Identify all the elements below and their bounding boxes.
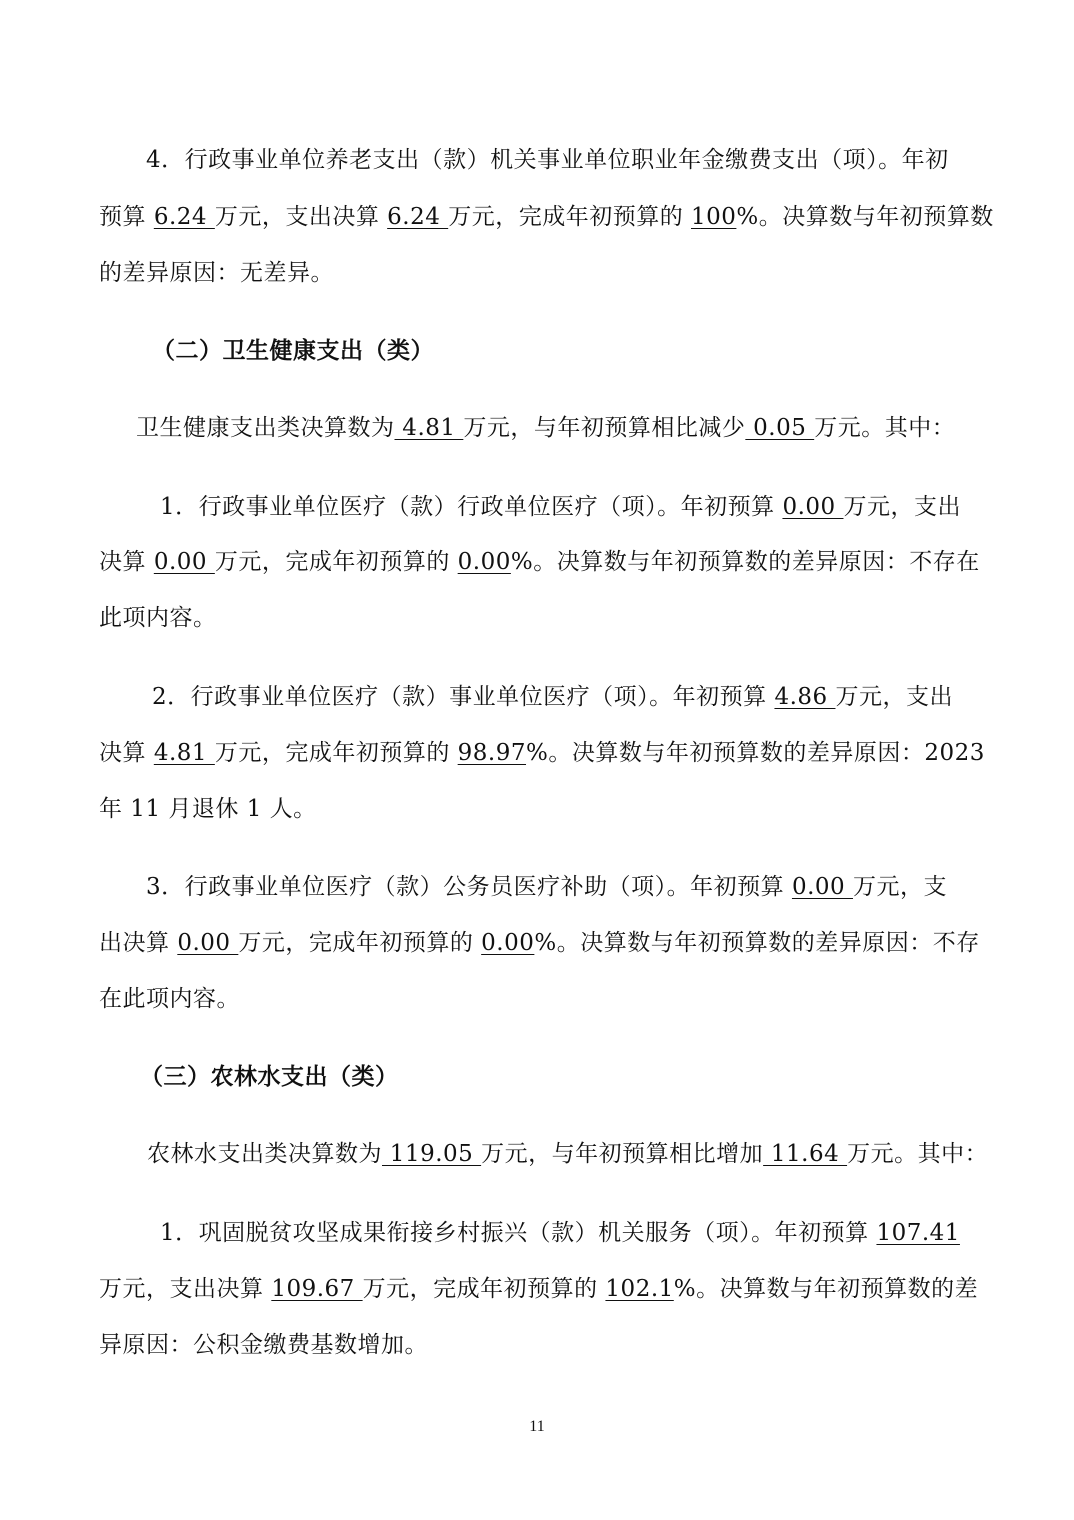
pension-4-line-3 (99, 259, 334, 287)
page-number: 11 (529, 1418, 545, 1435)
agri-summary-line (147, 1140, 988, 1168)
text-run: 卫生健康支出类决算数为 (136, 415, 395, 441)
health-3-line-3 (99, 985, 240, 1013)
text-run: 万元，完成年初预算的 (214, 740, 458, 766)
text-run: %。决算数与年初预算数的差异原因：2023 (526, 740, 985, 766)
section-heading-health (152, 337, 434, 365)
amount-value: 119.05 (382, 1141, 482, 1167)
amount-value: 0.05 (745, 415, 815, 441)
amount-value: 0.00 (481, 930, 535, 956)
text-run: 万元，完成年初预算的 (448, 204, 691, 230)
text-run: 万元，完成年初预算的 (362, 1276, 606, 1302)
text-run: 1．行政事业单位医疗（款）行政单位医疗（项）。年初预算 (160, 494, 783, 520)
text-run: %。决算数与年初预算数的差异原因：不存 (534, 930, 980, 956)
text-run: 万元，完成年初预算的 (214, 549, 458, 575)
health-summary-line (136, 414, 955, 442)
health-3-line-1 (146, 873, 947, 901)
text-run: 万元。其中： (847, 1141, 989, 1167)
text-run: 万元，与年初预算相比减少 (463, 415, 746, 441)
text-run: 万元。其中： (814, 415, 956, 441)
text-run: 异原因：公积金缴费基数增加。 (99, 1332, 428, 1358)
amount-value: 4.81 (153, 740, 215, 766)
amount-value: 100 (691, 204, 737, 230)
health-2-line-1 (152, 683, 953, 711)
amount-value: 11.64 (763, 1141, 848, 1167)
amount-value: 4.81 (394, 415, 464, 441)
text-run: 万元，支 (852, 874, 947, 900)
health-1-line-1 (160, 493, 961, 521)
amount-value: 107.41 (876, 1220, 960, 1246)
text-run: %。决算数与年初预算数的差 (673, 1276, 979, 1302)
health-1-line-2 (99, 548, 980, 576)
amount-value: 0.00 (457, 549, 511, 575)
text-run: 万元，支出 (843, 494, 961, 520)
amount-value: 109.67 (271, 1276, 363, 1302)
agri-1-line-1 (160, 1219, 960, 1247)
amount-value: 0.00 (177, 930, 239, 956)
text-run: 决算 (99, 549, 154, 575)
health-1-line-3 (99, 604, 217, 632)
pension-4-line-2 (99, 203, 994, 231)
amount-value: 6.24 (387, 204, 449, 230)
text-run: 年 11 月退休 1 人。 (99, 796, 317, 822)
text-run: 出决算 (99, 930, 178, 956)
text-run: （三）农林水支出（类） (140, 1063, 399, 1090)
text-run: （二）卫生健康支出（类） (152, 337, 434, 364)
amount-value: 6.24 (153, 204, 215, 230)
text-run: 1．巩固脱贫攻坚成果衔接乡村振兴（款）机关服务（项）。年初预算 (160, 1220, 877, 1246)
text-run: 预算 (99, 204, 154, 230)
amount-value: 0.00 (791, 874, 853, 900)
text-run: 万元，支出 (835, 684, 953, 710)
text-run: 的差异原因：无差异。 (99, 260, 334, 286)
section-heading-agriculture (140, 1063, 399, 1091)
amount-value: 102.1 (605, 1276, 674, 1302)
text-run: 万元，支出决算 (214, 204, 388, 230)
text-run: 4．行政事业单位养老支出（款）机关事业单位职业年金缴费支出（项）。年初 (146, 147, 949, 173)
agri-1-line-3 (99, 1331, 428, 1359)
text-run: 万元，支出决算 (99, 1276, 272, 1302)
agri-1-line-2 (99, 1275, 978, 1303)
text-run: %。决算数与年初预算数 (736, 204, 994, 230)
text-run: 农林水支出类决算数为 (147, 1141, 382, 1167)
text-run: %。决算数与年初预算数的差异原因：不存在 (510, 549, 980, 575)
amount-value: 0.00 (153, 549, 215, 575)
text-run: 2．行政事业单位医疗（款）事业单位医疗（项）。年初预算 (152, 684, 775, 710)
text-run: 决算 (99, 740, 154, 766)
health-3-line-2 (99, 929, 980, 957)
text-run: 万元，完成年初预算的 (238, 930, 482, 956)
amount-value: 4.86 (774, 684, 836, 710)
health-2-line-3 (99, 795, 317, 823)
text-run: 3．行政事业单位医疗（款）公务员医疗补助（项）。年初预算 (146, 874, 792, 900)
text-run: 此项内容。 (99, 605, 217, 631)
amount-value: 98.97 (457, 740, 527, 766)
text-run: 在此项内容。 (99, 986, 240, 1012)
health-2-line-2 (99, 739, 985, 767)
pension-4-line-1 (146, 146, 949, 174)
amount-value: 0.00 (782, 494, 844, 520)
text-run: 万元，与年初预算相比增加 (481, 1141, 764, 1167)
